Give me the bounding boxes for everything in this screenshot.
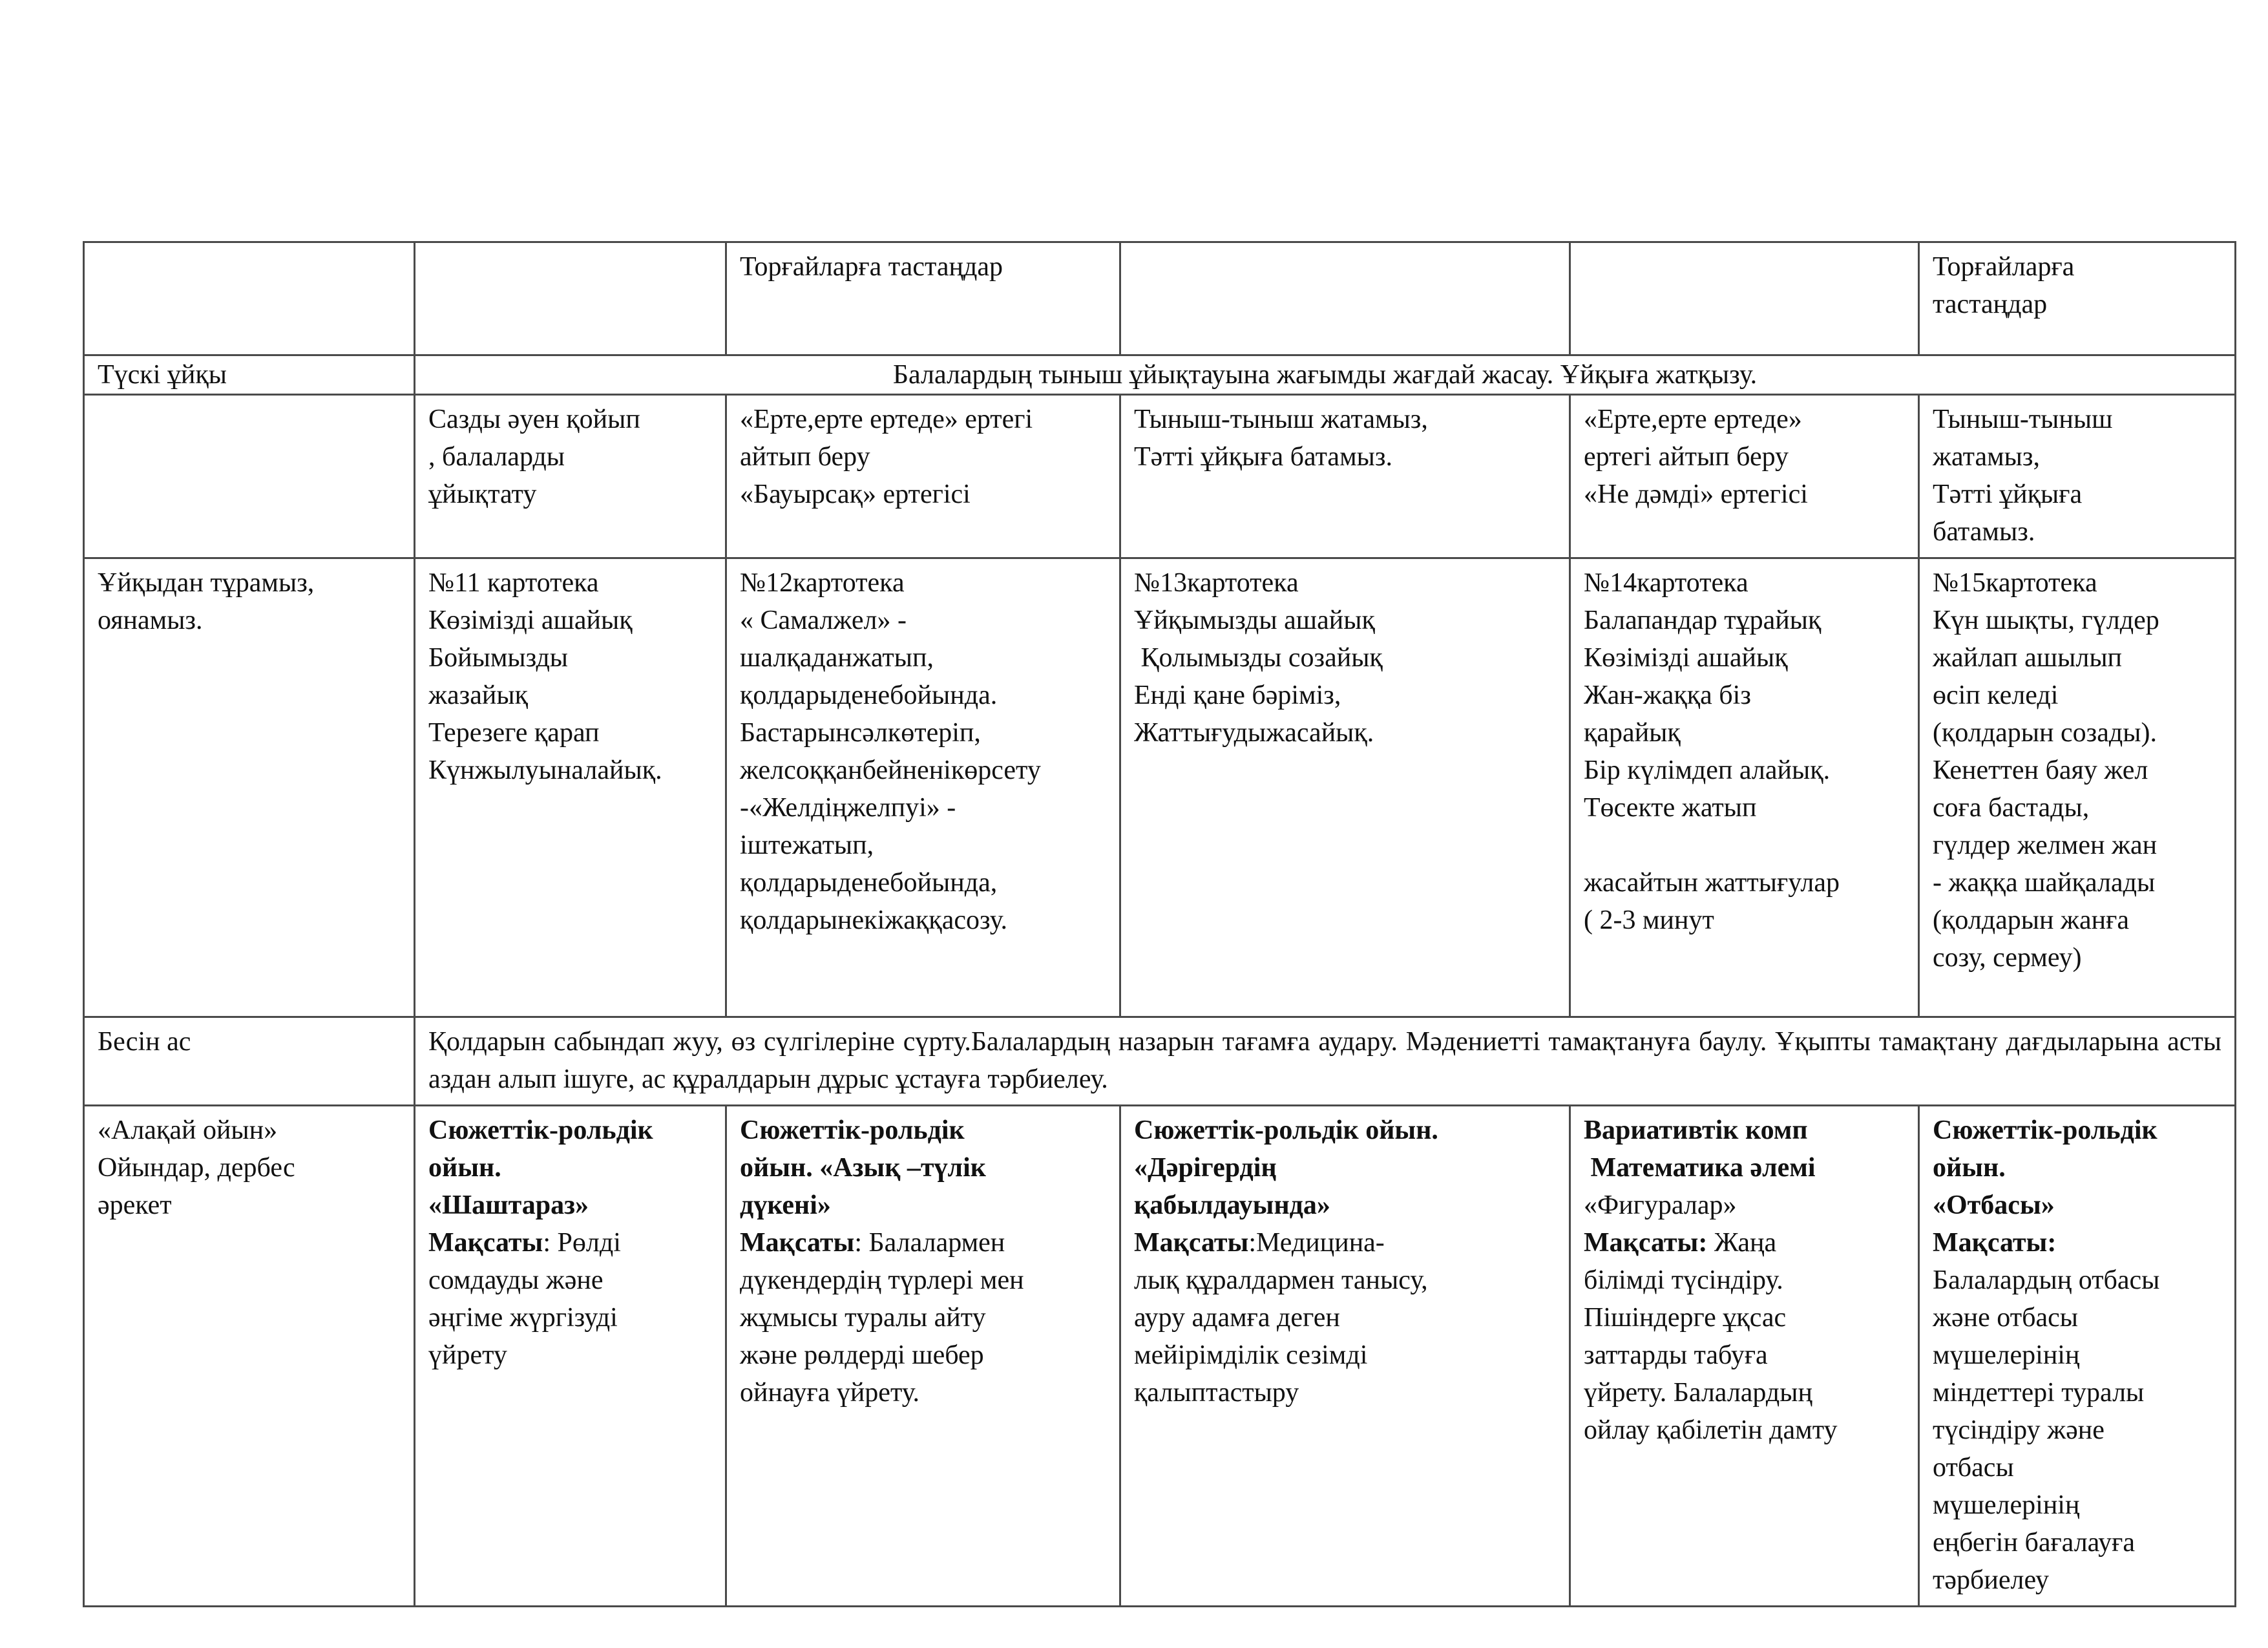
goal-line: және отбасы: [1933, 1303, 2078, 1333]
cell-line: «Не дәмді» ертегісі: [1584, 480, 1808, 509]
row-label: Ұйқыдан тұрамыз,: [98, 568, 315, 598]
cell-line: ұйықтату: [428, 480, 537, 509]
cell-r2-c5: [1570, 395, 1919, 558]
cell-line: №15картотека: [1933, 568, 2097, 598]
goal-text: : Балалармен: [854, 1228, 1005, 1258]
cell-line: №11 картотека: [428, 568, 599, 598]
cell-line: Жаттығудыжасайық.: [1134, 718, 1374, 748]
row-label-wakeup: [84, 558, 415, 1017]
cell-line: батамыз.: [1933, 517, 2035, 547]
merged-text: Балалардың тыныш ұйықтауына жағымды жағдай жасау. Ұйқыға жатқызу.: [892, 360, 1758, 390]
cell-line: өсіп келеді: [1933, 681, 2059, 710]
cell-r0-c6: [1919, 242, 2236, 355]
cell-r2-c4: [1120, 395, 1570, 558]
cell-line: Бойымызды: [428, 643, 569, 673]
cell-line: ертегі айтып беру: [1584, 442, 1789, 472]
table-row: [84, 242, 2236, 355]
cell-line: «Бауырсақ» ертегісі: [740, 480, 971, 509]
cell-r5-c6: [1919, 1106, 2236, 1607]
cell-line: «Ерте,ерте ертеде» ертегі: [740, 405, 1033, 434]
cell-r0-c2: [415, 242, 726, 355]
cell-line: Терезеге қарап: [428, 718, 600, 748]
cell-line: ( 2-3 минут: [1584, 905, 1714, 935]
goal-line: Балалардың отбасы: [1933, 1265, 2160, 1295]
game-subtitle: «Фигуралар»: [1584, 1190, 1737, 1220]
cell-line: қолдарыденебойында,: [740, 868, 998, 898]
goal-line: мейірімділік сезімді: [1134, 1340, 1368, 1370]
cell-line: соға бастады,: [1933, 793, 2090, 823]
cell-line: гүлдер желмен жан: [1933, 830, 2158, 860]
cell-line: (қолдарын жанға: [1933, 905, 2130, 935]
cell-line: жасайтын жаттығулар: [1584, 868, 1840, 898]
goal-text: :Медицина-: [1248, 1228, 1385, 1258]
game-title-line: «Шаштараз»: [428, 1190, 589, 1220]
game-title-line: ойын.: [1933, 1153, 2006, 1183]
goal-line: [1933, 1224, 2221, 1262]
cell-line: Балапандар тұрайық: [1584, 606, 1822, 635]
row-label: Ойындар, дербес: [98, 1153, 295, 1183]
cell-r5-c5: [1570, 1106, 1919, 1607]
cell-line: қолдарынекіжаққасозу.: [740, 905, 1007, 935]
goal-line: заттарды табуға: [1584, 1340, 1768, 1370]
cell-r2-c6: [1919, 395, 2236, 558]
cell-line: -«Желдіңжелпуі» -: [740, 793, 956, 823]
cell-r0-c3: [726, 242, 1120, 355]
game-title-line: Сюжеттік-рольдік: [1933, 1115, 2158, 1145]
table-row: [84, 1106, 2236, 1607]
cell-line: - жаққа шайқалады: [1933, 868, 2156, 898]
cell-text: Торғайларға тастаңдар: [740, 252, 1003, 282]
cell-r0-c5: [1570, 242, 1919, 355]
cell-line: жазайық: [428, 681, 528, 710]
cell-line: Енді қане бәріміз,: [1134, 681, 1341, 710]
cell-r3-c5: [1570, 558, 1919, 1017]
cell-r1-merged: [415, 355, 2236, 395]
goal-text: : Рөлді: [543, 1228, 621, 1258]
game-title-line: «Дәрігердің: [1134, 1153, 1277, 1183]
cell-line: Көзімізді ашайық: [428, 606, 633, 635]
goal-line: жұмысы туралы айту: [740, 1303, 986, 1333]
row-label: «Алақай ойын»: [98, 1115, 278, 1145]
game-title-line: ойын.: [428, 1153, 501, 1183]
cell-r2-c1: [84, 395, 415, 558]
game-title-line: «Отбасы»: [1933, 1190, 2055, 1220]
cell-line: Жан-жаққа біз: [1584, 681, 1751, 710]
cell-r0-c4: [1120, 242, 1570, 355]
row-label: Түскі ұйқы: [98, 360, 227, 390]
cell-line: желсоққанбейненікөрсету: [740, 755, 1041, 785]
goal-label: Мақсаты: [1134, 1228, 1249, 1258]
goal-label: Мақсаты:: [1584, 1228, 1708, 1258]
cell-r3-c4: [1120, 558, 1570, 1017]
row-label: әрекет: [98, 1190, 172, 1220]
game-title-line: дүкені»: [740, 1190, 831, 1220]
cell-r4-merged: [415, 1017, 2236, 1106]
cell-line: жатамыз,: [1933, 442, 2040, 472]
cell-line: Төсекте жатып: [1584, 793, 1757, 823]
cell-r0-c1: [84, 242, 415, 355]
goal-line: [428, 1224, 712, 1262]
goal-line: әңгіме жүргізуді: [428, 1303, 618, 1333]
goal-label: Мақсаты:: [1933, 1228, 2057, 1258]
cell-line: « Самалжел» -: [740, 606, 907, 635]
goal-line: мүшелерінің: [1933, 1340, 2080, 1370]
goal-text: Жаңа: [1707, 1228, 1777, 1258]
game-title-line: қабылдауында»: [1134, 1190, 1330, 1220]
cell-r2-c2: [415, 395, 726, 558]
cell-r5-c2: [415, 1106, 726, 1607]
goal-line: дүкендердің түрлері мен: [740, 1265, 1024, 1295]
goal-line: ойнауға үйрету.: [740, 1378, 920, 1408]
cell-line: қолдарыденебойында.: [740, 681, 998, 710]
row-label: Бесін ас: [98, 1027, 191, 1057]
goal-line: үйрету: [428, 1340, 507, 1370]
goal-line: ойлау қабілетін дамту: [1584, 1415, 1838, 1445]
goal-line: еңбегін бағалауға: [1933, 1528, 2136, 1558]
cell-line: №12картотека: [740, 568, 905, 598]
cell-line: Тәтті ұйқыға: [1933, 480, 2083, 509]
goal-label: Мақсаты: [428, 1228, 543, 1258]
cell-line: №14картотека: [1584, 568, 1748, 598]
row-label-snack: [84, 1017, 415, 1106]
game-title-line: Сюжеттік-рольдік: [740, 1115, 965, 1145]
game-title-line: Сюжеттік-рольдік: [428, 1115, 653, 1145]
game-title-line: Вариативтік комп: [1584, 1115, 1808, 1145]
cell-r3-c6: [1919, 558, 2236, 1017]
goal-line: тәрбиелеу: [1933, 1565, 2050, 1595]
game-title-line: ойын. «Азық –түлік: [740, 1153, 986, 1183]
row-label: оянамыз.: [98, 606, 203, 635]
merged-text: Қолдарын сабындап жуу, өз сүлгілеріне сүрту.Балалардың назарын тағамға аудару. Мәдениетті тамақтануға баулу. Ұқыпты тамақтану дағдыларына асты аздан алып ішуге, ас құралдарын дұрыс ұстауға тәрбиелеу.: [428, 1027, 2229, 1094]
cell-line: №13картотека: [1134, 568, 1299, 598]
cell-line: Күнжылуыналайық.: [428, 755, 662, 785]
cell-line: [1584, 827, 1905, 864]
cell-line: (қолдарын созады).: [1933, 718, 2157, 748]
goal-line: қалыптастыру: [1134, 1378, 1299, 1408]
table-row: [84, 1017, 2236, 1106]
cell-line: қарайық: [1584, 718, 1681, 748]
cell-r3-c3: [726, 558, 1120, 1017]
goal-line: отбасы: [1933, 1453, 2014, 1483]
cell-line: Торғайларға: [1933, 252, 2075, 282]
goal-line: және рөлдерді шебер: [740, 1340, 984, 1370]
goal-label: Мақсаты: [740, 1228, 855, 1258]
cell-line: шалқаданжатып,: [740, 643, 934, 673]
schedule-table: [83, 241, 2236, 1607]
goal-line: Пішіндерге ұқсас: [1584, 1303, 1787, 1333]
cell-line: Ұйқымызды ашайық: [1134, 606, 1375, 635]
cell-line: «Ерте,ерте ертеде»: [1584, 405, 1802, 434]
goal-line: мүшелерінің: [1933, 1490, 2080, 1520]
cell-line: Тәтті ұйқыға батамыз.: [1134, 442, 1392, 472]
table-row: [84, 355, 2236, 395]
cell-line: , балаларды: [428, 442, 565, 472]
cell-line: Тыныш-тыныш жатамыз,: [1134, 405, 1428, 434]
cell-line: созу, сермеу): [1933, 943, 2082, 973]
cell-line: Кенеттен баяу жел: [1933, 755, 2148, 785]
goal-line: түсіндіру және: [1933, 1415, 2105, 1445]
cell-line: іштежатып,: [740, 830, 874, 860]
goal-line: білімді түсіндіру.: [1584, 1265, 1783, 1295]
cell-r5-c4: [1120, 1106, 1570, 1607]
goal-line: [740, 1224, 1106, 1262]
goal-line: міндеттері туралы: [1933, 1378, 2145, 1408]
cell-line: айтып беру: [740, 442, 870, 472]
cell-line: тастаңдар: [1933, 290, 2048, 319]
row-label-games: [84, 1106, 415, 1607]
goal-line: ауру адамға деген: [1134, 1303, 1340, 1333]
goal-line: лық құралдармен танысу,: [1134, 1265, 1428, 1295]
cell-line: Тыныш-тыныш: [1933, 405, 2113, 434]
goal-line: сомдауды және: [428, 1265, 604, 1295]
goal-line: үйрету. Балалардың: [1584, 1378, 1812, 1408]
row-label-nap: [84, 355, 415, 395]
cell-line: Күн шықты, гүлдер: [1933, 606, 2159, 635]
cell-r2-c3: [726, 395, 1120, 558]
table-row: [84, 558, 2236, 1017]
goal-line: [1134, 1224, 1556, 1262]
cell-line: Бастарынсәлкөтеріп,: [740, 718, 981, 748]
cell-line: Қолымызды созайық: [1134, 643, 1383, 673]
game-title-line: Сюжеттік-рольдік ойын.: [1134, 1115, 1438, 1145]
cell-line: Бір күлімдеп алайық.: [1584, 755, 1831, 785]
cell-line: жайлап ашылып: [1933, 643, 2123, 673]
game-title-line: Математика әлемі: [1584, 1153, 1816, 1183]
cell-r3-c2: [415, 558, 726, 1017]
cell-r5-c3: [726, 1106, 1120, 1607]
goal-line: [1584, 1224, 1905, 1262]
table-row: [84, 395, 2236, 558]
cell-line: Сазды әуен қойып: [428, 405, 640, 434]
cell-line: Көзімізді ашайық: [1584, 643, 1788, 673]
